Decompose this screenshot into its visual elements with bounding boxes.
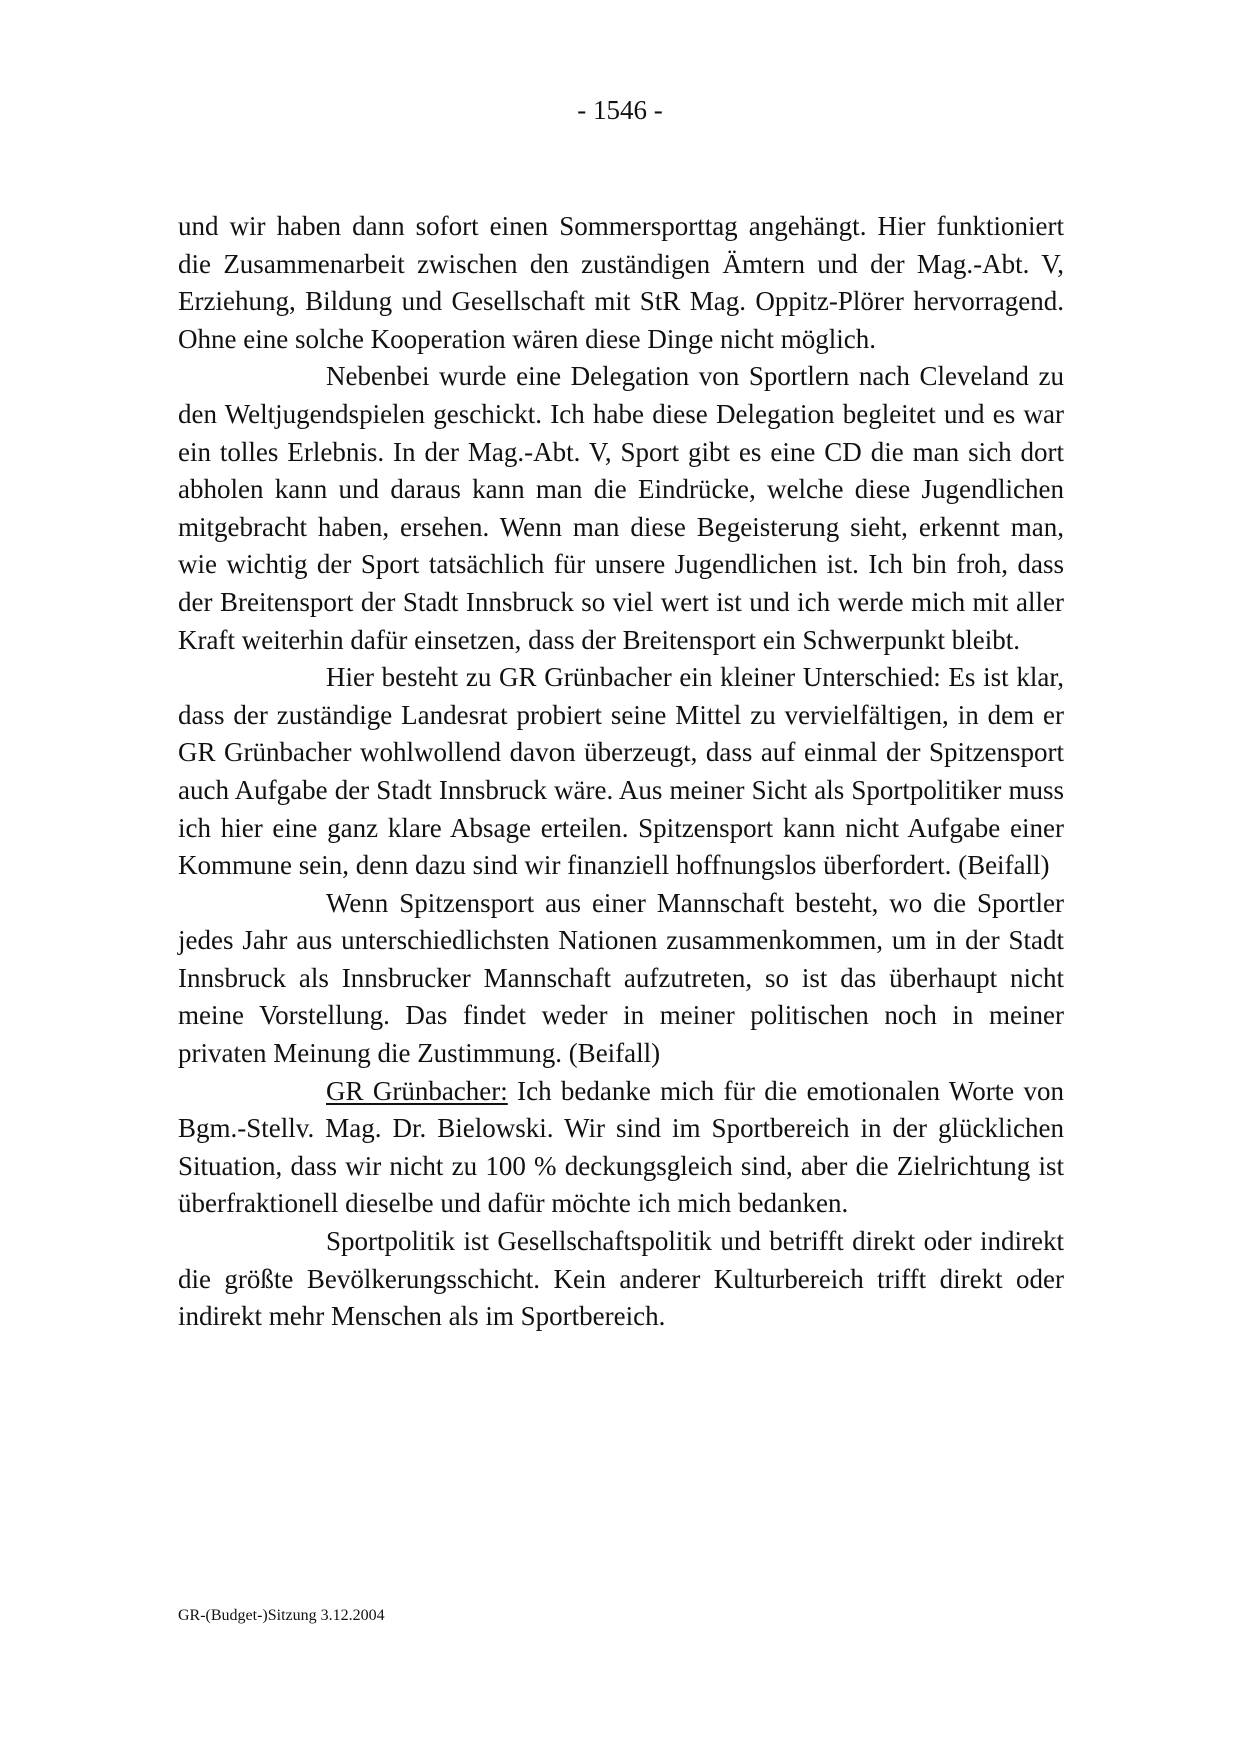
speaker-name: GR Grünbacher: [326,1075,508,1106]
paragraph-2: Nebenbei wurde eine Delegation von Sportlern nach Cleveland zu den Weltjugendspielen geschickt. Ich habe diese Delegation begleitet und es war ein tolles Erlebnis. In der Mag.-Abt. V, Sport gibt es eine CD die man sich dort abholen kann und daraus kann man die Eindrücke, welche diese Jugendlichen mitgebracht haben, ersehen. Wenn man diese Begeisterung sieht, erkennt man, wie wichtig der Sport tatsächlich für unsere Jugendlichen ist. Ich bin froh, dass der Breitensport der Stadt Innsbruck so viel wert ist und ich werde mich mit aller Kraft weiterhin dafür einsetzen, dass der Breitensport ein Schwerpunkt bleibt. [178,361,1064,655]
paragraph-3: Hier besteht zu GR Grünbacher ein kleiner Unterschied: Es ist klar, dass der zuständige Landesrat probiert seine Mittel zu vervielfältigen, in dem er GR Grünbacher wohlwollend davon überzeugt, dass auf einmal der Spitzensport auch Aufgabe der Stadt Innsbruck wäre. Aus meiner Sicht als Sportpolitiker muss ich hier eine ganz klare Absage erteilen. Spitzensport kann nicht Aufgabe einer Kommune sein, denn dazu sind wir finanziell hoffnungslos überfordert. (Beifall) [178,662,1064,881]
paragraph-5-text: Ich bedanke mich für die emotionalen Worte von Bgm.-Stellv. Mag. Dr. Bielowski. Wir sind im Sportbereich in der glücklichen Situation, dass wir nicht zu 100 % deckungsgleich sind, aber die Zielrichtung ist überfraktionell dieselbe und dafür möchte ich mich bedanken. [178,1075,1064,1219]
body-text [178,208,1064,1336]
paragraph-5 [178,1073,1064,1223]
paragraph-6: Sportpolitik ist Gesellschaftspolitik und betrifft direkt oder indirekt die größte Bevölkerungsschicht. Kein anderer Kulturbereich trifft direkt oder indirekt mehr Menschen als im Sportbereich. [178,1226,1064,1332]
paragraph-1: und wir haben dann sofort einen Sommersporttag angehängt. Hier funktioniert die Zusammenarbeit zwischen den zuständigen Ämtern und der Mag.-Abt. V, Erziehung, Bildung und Gesellschaft mit StR Mag. Oppitz-Plörer hervorragend. Ohne eine solche Kooperation wären diese Dinge nicht möglich. [178,211,1064,354]
page-number: - 1546 - [577,95,663,125]
paragraph-4: Wenn Spitzensport aus einer Mannschaft besteht, wo die Sportler jedes Jahr aus unterschiedlichsten Nationen zusammenkommen, um in der Stadt Innsbruck als Innsbrucker Mannschaft aufzutreten, so ist das überhaupt nicht meine Vorstellung. Das findet weder in meiner politischen noch in meiner privaten Meinung die Zustimmung. (Beifall) [178,887,1064,1069]
footer-session: GR-(Budget-)Sitzung 3.12.2004 [178,1607,385,1624]
